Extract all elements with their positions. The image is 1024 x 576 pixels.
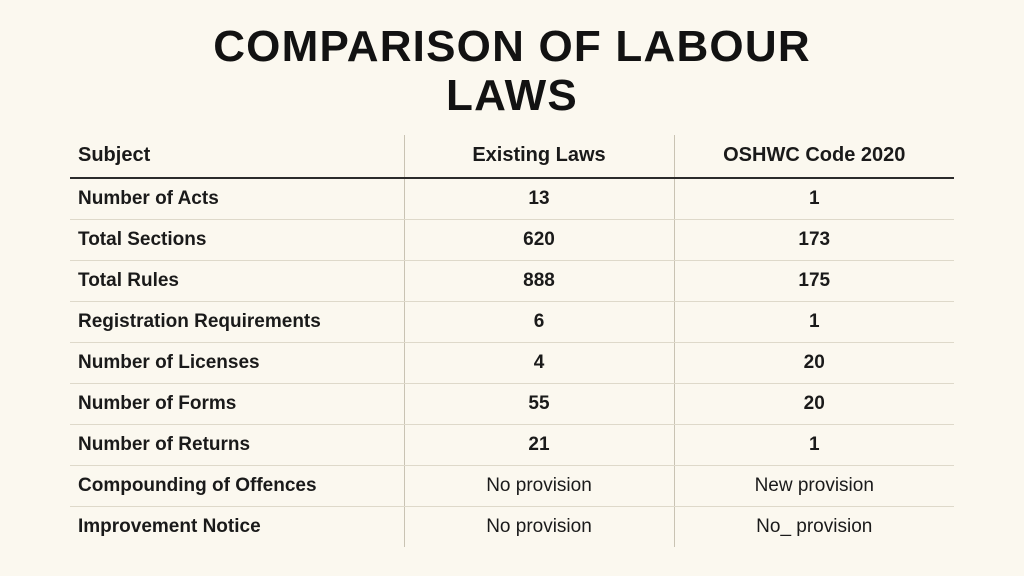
table-row <box>70 342 954 383</box>
row-existing-value: 888 <box>404 260 674 301</box>
table-header-row <box>70 135 954 178</box>
row-oshwc-value: 1 <box>674 178 954 220</box>
table-row <box>70 260 954 301</box>
row-subject: Compounding of Offences <box>70 465 404 506</box>
column-header-oshwc-code: OSHWC Code 2020 <box>674 135 954 178</box>
row-existing-value: 620 <box>404 219 674 260</box>
row-subject: Total Rules <box>70 260 404 301</box>
table-row <box>70 506 954 547</box>
row-oshwc-value: 1 <box>674 301 954 342</box>
table-row <box>70 383 954 424</box>
row-existing-value: 4 <box>404 342 674 383</box>
row-oshwc-value: 175 <box>674 260 954 301</box>
row-existing-value: No provision <box>404 506 674 547</box>
row-subject: Total Sections <box>70 219 404 260</box>
row-oshwc-value: 20 <box>674 342 954 383</box>
row-existing-value: 21 <box>404 424 674 465</box>
comparison-table <box>70 135 954 547</box>
row-existing-value: 55 <box>404 383 674 424</box>
page-title: COMPARISON OF LABOUR LAWS <box>213 22 811 121</box>
table-row <box>70 301 954 342</box>
table-header <box>70 135 954 178</box>
row-subject: Improvement Notice <box>70 506 404 547</box>
row-subject: Registration Requirements <box>70 301 404 342</box>
table-row <box>70 219 954 260</box>
row-existing-value: 13 <box>404 178 674 220</box>
row-oshwc-value: 1 <box>674 424 954 465</box>
table-row <box>70 465 954 506</box>
row-subject: Number of Returns <box>70 424 404 465</box>
table-row <box>70 178 954 220</box>
row-subject: Number of Forms <box>70 383 404 424</box>
row-existing-value: No provision <box>404 465 674 506</box>
row-oshwc-value: New provision <box>674 465 954 506</box>
row-subject: Number of Licenses <box>70 342 404 383</box>
column-header-existing-laws: Existing Laws <box>404 135 674 178</box>
row-oshwc-value: No_ provision <box>756 515 873 537</box>
row-subject: Number of Acts <box>70 178 404 220</box>
column-header-subject: Subject <box>70 135 404 178</box>
table-row <box>70 424 954 465</box>
row-oshwc-value: 20 <box>674 383 954 424</box>
row-existing-value: 6 <box>404 301 674 342</box>
table-body <box>70 178 954 547</box>
row-oshwc-value: 173 <box>674 219 954 260</box>
